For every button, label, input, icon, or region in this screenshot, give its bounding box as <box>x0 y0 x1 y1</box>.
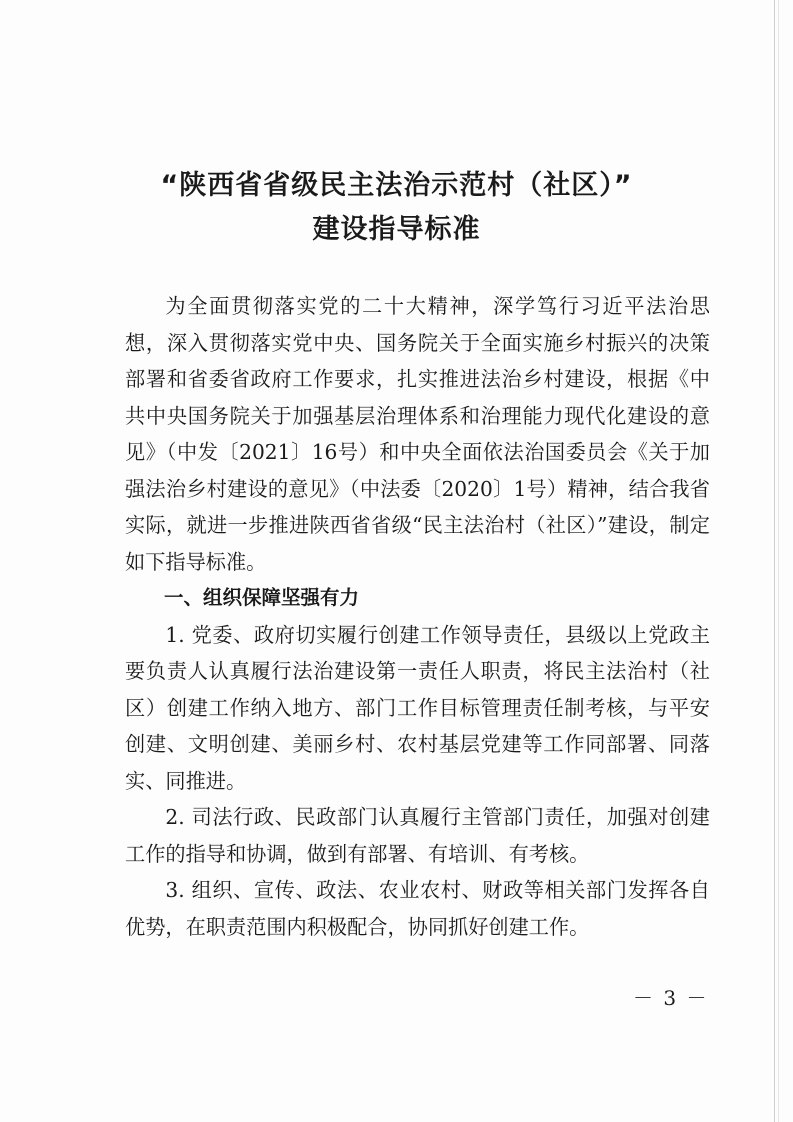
document-title-line-1: “陕西省省级民主法治示范村（社区）” <box>160 170 633 201</box>
item-paragraph-3: 3. 组织、宣传、政法、农业农村、财政等相关部门发挥各自优势，在职责范围内积极配合，协同抓好创建工作。 <box>125 878 710 939</box>
page-number: － 3 － <box>633 986 709 1010</box>
document-body <box>125 288 710 945</box>
scan-edge-line <box>774 0 775 1122</box>
scan-edge-line-secondary <box>778 0 779 1122</box>
item-paragraph-2: 2. 司法行政、民政部门认真履行主管部门责任，加强对创建工作的指导和协调，做到有部署、有培训、有考核。 <box>125 805 710 866</box>
section-heading: 一、组织保障坚强有力 <box>164 586 360 609</box>
intro-paragraph: 为全面贯彻落实党的二十大精神，深学笃行习近平法治思想，深入贯彻落实党中央、国务院关于全面实施乡村振兴的决策部署和省委省政府工作要求，扎实推进法治乡村建设，根据《中共中央国务院关于加强基层治理体系和治理能力现代化建设的意见》（中发〔2021〕16号）和中央全面依法治国委员会《关于加强法治乡村建设的意见》（中法委〔2020〕1号）精神，结合我省实际，就进一步推进陕西省省级“民主法治村（社区）”建设，制定如下指导标准。 <box>125 294 710 574</box>
item-paragraph-1: 1. 党委、政府切实履行创建工作领导责任，县级以上党政主要负责人认真履行法治建设第一责任人职责，将民主法治村（社区）创建工作纳入地方、部门工作目标管理责任制考核，与平安创建、文明创建、美丽乡村、农村基层党建等工作同部署、同落实、同推进。 <box>125 622 710 793</box>
document-title-line-2: 建设指导标准 <box>312 214 481 245</box>
